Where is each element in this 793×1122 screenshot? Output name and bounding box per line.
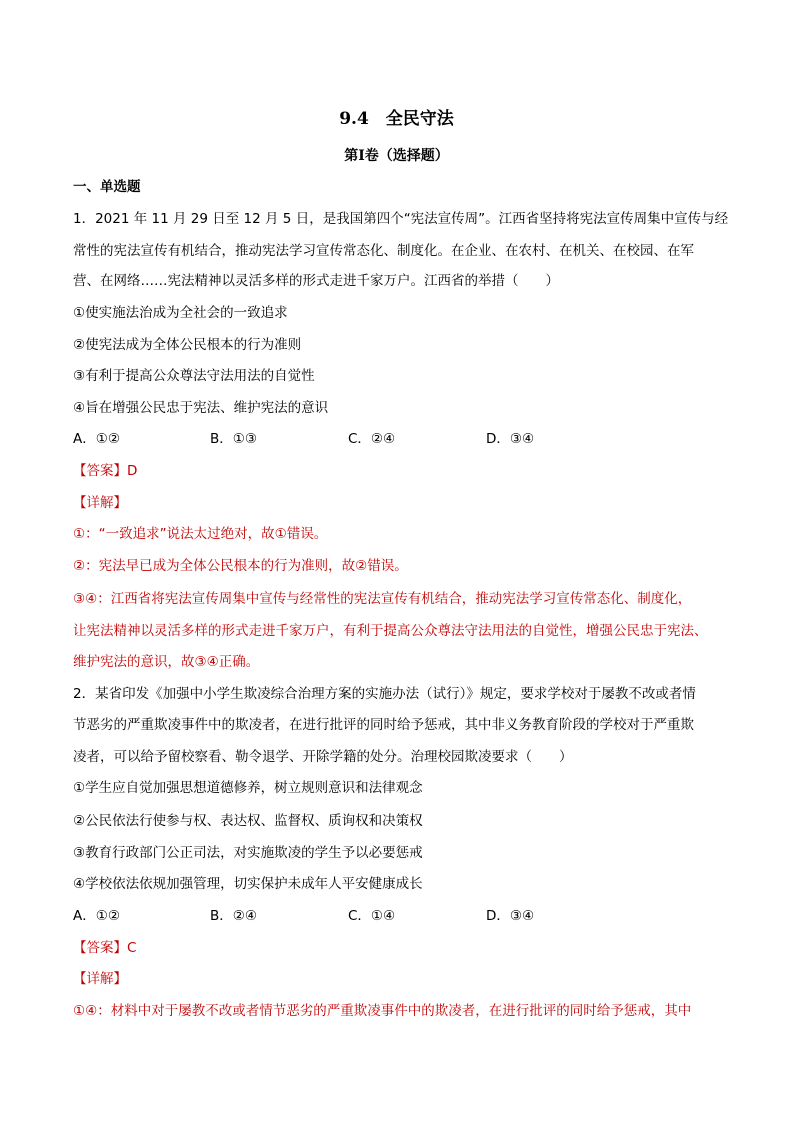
q1-statement: ②使宪法成为全体公民根本的行为准则 bbox=[73, 337, 302, 353]
q2-option-d: D．③④ bbox=[486, 908, 535, 924]
q2-option-a: A．①② bbox=[73, 908, 120, 924]
q2-statement: ②公民依法行使参与权、表达权、监督权、质询权和决策权 bbox=[73, 813, 423, 829]
q1-explanation-line: ②：宪法早已成为全体公民根本的行为准则，故②错误。 bbox=[73, 558, 408, 574]
q1-explanation-line: ③④：江西省将宪法宣传周集中宣传与经常性的宪法宣传有机结合，推动宪法学习宣传常态化、制度化， bbox=[73, 591, 692, 607]
q2-stem-line: 2．某省印发《加强中小学生欺凌综合治理方案的实施办法（试行）》规定，要求学校对于屡教不改或者情 bbox=[73, 686, 696, 702]
q1-explanation-line: 维护宪法的意识，故③④正确。 bbox=[73, 654, 260, 670]
q2-stem-line: 凌者，可以给予留校察看、勒令退学、开除学籍的处分。治理校园欺凌要求（ ） bbox=[73, 749, 573, 765]
q1-option-c: C．②④ bbox=[348, 431, 396, 447]
q1-statement: ③有利于提高公众尊法守法用法的自觉性 bbox=[73, 368, 315, 384]
q2-detail-label: 【详解】 bbox=[73, 971, 127, 987]
q1-option-d: D．③④ bbox=[486, 431, 535, 447]
q1-statement: ④旨在增强公民忠于宪法、维护宪法的意识 bbox=[73, 400, 329, 416]
q2-stem-line: 节恶劣的严重欺凌事件中的欺凌者，在进行批评的同时给予惩戒，其中非义务教育阶段的学校对于严重欺 bbox=[73, 717, 694, 733]
q2-option-c: C．①④ bbox=[348, 908, 396, 924]
q1-option-a: A．①② bbox=[73, 431, 120, 447]
q2-statement: ④学校依法依规加强管理，切实保护未成年人平安健康成长 bbox=[73, 876, 423, 892]
q1-explanation-line: 让宪法精神以灵活多样的形式走进千家万户，有利于提高公众尊法守法用法的自觉性，增强公民忠于宪法、 bbox=[73, 623, 708, 639]
q2-statement: ①学生应自觉加强思想道德修养，树立规则意识和法律观念 bbox=[73, 780, 423, 796]
q1-explanation-line: ①：“一致追求”说法太过绝对，故①错误。 bbox=[73, 526, 328, 542]
q2-explanation-line: ①④：材料中对于屡教不改或者情节恶劣的严重欺凌事件中的欺凌者，在进行批评的同时给予惩戒，其中 bbox=[73, 1003, 692, 1019]
q1-stem-line: 常性的宪法宣传有机结合，推动宪法学习宣传常态化、制度化。在企业、在农村、在机关、在校园、在军 bbox=[73, 243, 694, 259]
q2-statement: ③教育行政部门公正司法，对实施欺凌的学生予以必要惩戒 bbox=[73, 845, 423, 861]
document-title: 9.4 全民守法 bbox=[339, 109, 454, 129]
q1-statement: ①使实施法治成为全社会的一致追求 bbox=[73, 305, 288, 321]
q1-detail-label: 【详解】 bbox=[73, 495, 127, 511]
q1-stem-line: 1．2021 年 11 月 29 日至 12 月 5 日，是我国第四个“宪法宣传周”。江西省坚持将宪法宣传周集中宣传与经 bbox=[73, 211, 729, 227]
q1-stem-line: 营、在网络……宪法精神以灵活多样的形式走进千家万户。江西省的举措（ ） bbox=[73, 273, 559, 289]
q1-answer: 【答案】D bbox=[73, 463, 138, 479]
q2-answer: 【答案】C bbox=[73, 940, 137, 956]
q2-option-b: B．②④ bbox=[210, 908, 257, 924]
volume-subtitle: 第Ⅰ卷（选择题） bbox=[344, 148, 449, 164]
section-heading: 一、单选题 bbox=[73, 179, 141, 195]
q1-option-b: B．①③ bbox=[210, 431, 257, 447]
